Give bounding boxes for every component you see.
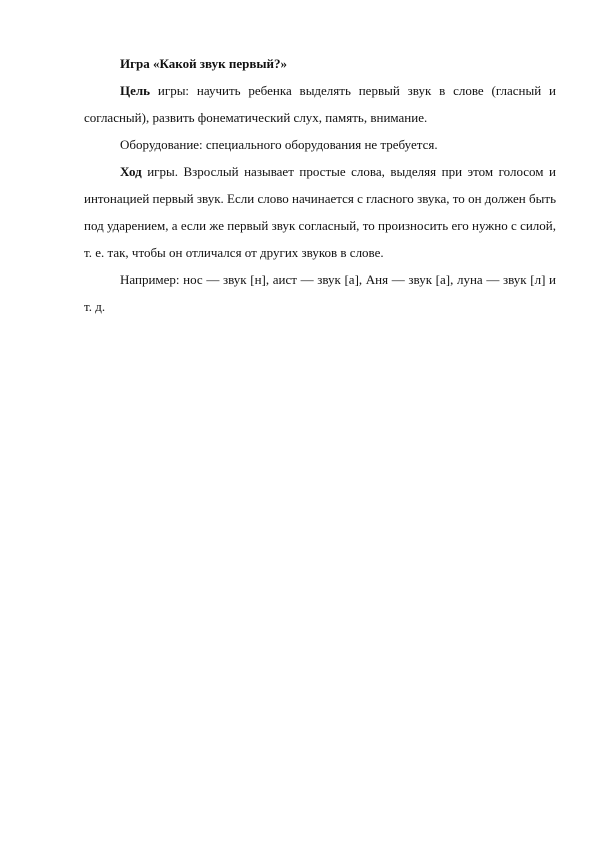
procedure-text: игры. Взрослый называет простые слова, выделяя при этом голосом и интонацией первый звук. Если слово начинается с гласного звука, то он должен быть под ударением, а если же первый звук согласный, то произносить его нужно с силой, т. е. так, чтобы он отличался от других звуков в слове.	[84, 164, 556, 260]
game-title: Игра «Какой звук первый?»	[120, 56, 288, 71]
document-body	[84, 50, 556, 320]
goal-label: Цель	[120, 83, 151, 98]
goal-text: игры: научить ребенка выделять первый звук в слове (гласный и согласный), развить фонематический слух, память, внимание.	[84, 83, 556, 125]
procedure-label: Ход	[120, 164, 142, 179]
goal-paragraph	[84, 77, 556, 131]
equipment-paragraph: Оборудование: специального оборудования не требуется.	[120, 137, 438, 152]
example-paragraph: Например: нос — звук [н], аист — звук [а], Аня — звук [а], луна — звук [л] и т. д.	[84, 272, 556, 314]
procedure-paragraph	[84, 158, 556, 266]
